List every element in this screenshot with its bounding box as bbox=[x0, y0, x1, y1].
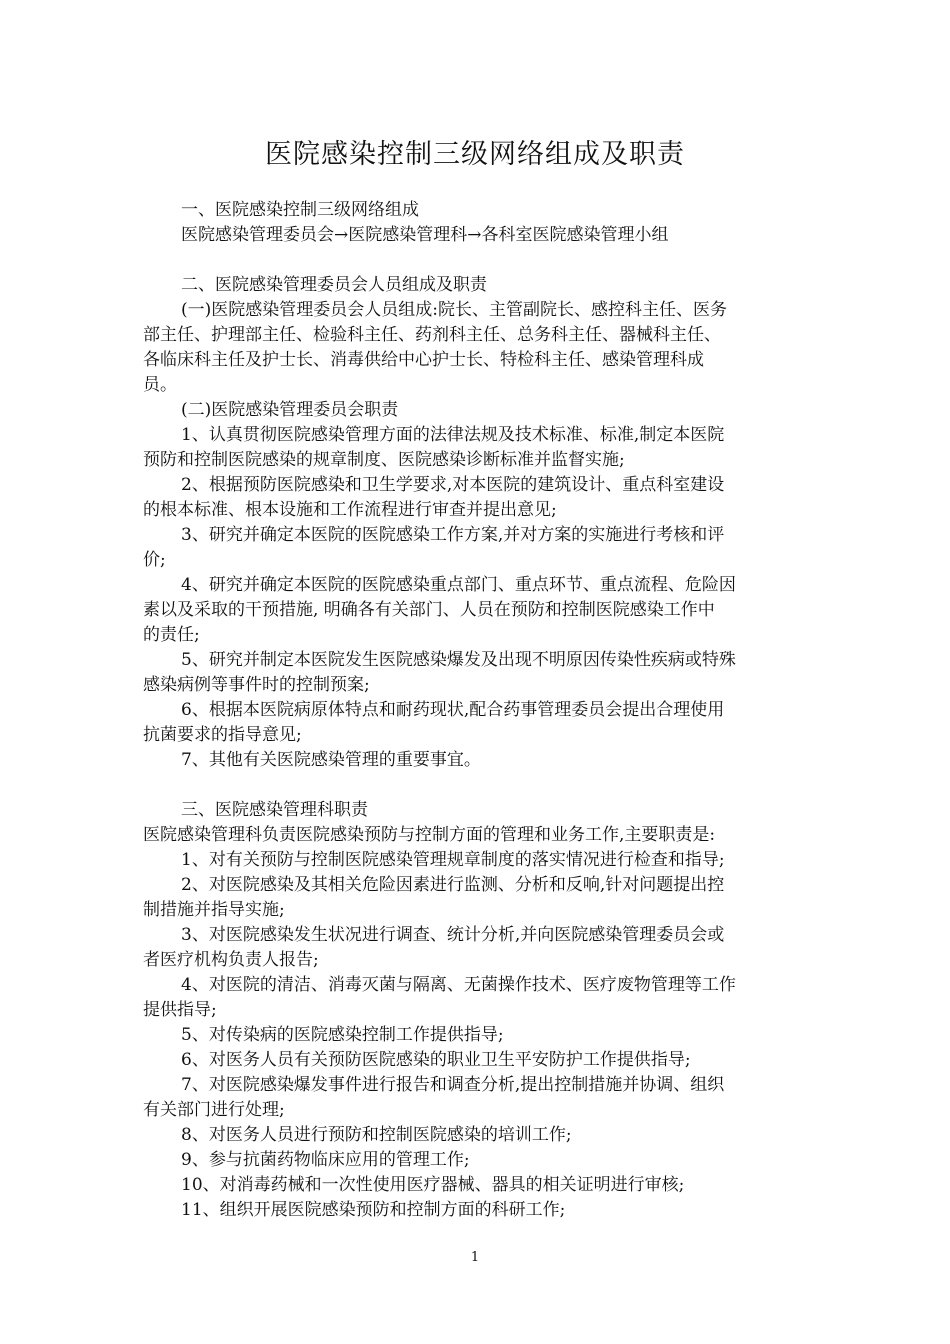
committee-duty-cont: 预防和控制医院感染的规章制度、医院感染诊断标准并监督实施; bbox=[143, 450, 625, 470]
dept-duty: 8、对医务人员进行预防和控制医院感染的培训工作; bbox=[181, 1125, 572, 1145]
dept-duty: 11、组织开展医院感染预防和控制方面的科研工作; bbox=[181, 1200, 566, 1220]
members-line: 部主任、护理部主任、检验科主任、药剂科主任、总务科主任、器械科主任、 bbox=[143, 325, 721, 345]
section-3-intro: 医院感染管理科负责医院感染预防与控制方面的管理和业务工作,主要职责是: bbox=[143, 825, 716, 845]
members-line: 各临床科主任及护士长、消毒供给中心护士长、特检科主任、感染管理科成 bbox=[143, 350, 704, 370]
committee-duty: 6、根据本医院病原体特点和耐药现状,配合药事管理委员会提出合理使用 bbox=[181, 700, 725, 720]
committee-duties-heading: (二)医院感染管理委员会职责 bbox=[181, 400, 399, 420]
page-title: 医院感染控制三级网络组成及职责 bbox=[265, 139, 685, 170]
document-body bbox=[143, 198, 807, 1223]
page-number: 1 bbox=[470, 1250, 480, 1265]
dept-duty: 6、对医务人员有关预防医院感染的职业卫生平安防护工作提供指导; bbox=[181, 1050, 691, 1070]
dept-duty-cont: 有关部门进行处理; bbox=[143, 1100, 285, 1120]
section-3-heading: 三、医院感染管理科职责 bbox=[181, 800, 368, 820]
committee-duty-cont: 的责任; bbox=[143, 625, 200, 645]
committee-duty: 3、研究并确定本医院的医院感染工作方案,并对方案的实施进行考核和评 bbox=[181, 525, 725, 545]
committee-duty-cont: 的根本标准、根本设施和工作流程进行审查并提出意见; bbox=[143, 500, 557, 520]
section-1-heading: 一、医院感染控制三级网络组成 bbox=[181, 200, 419, 220]
network-chain: 医院感染管理委员会→医院感染管理科→各科室医院感染管理小组 bbox=[181, 225, 669, 245]
dept-duty-cont: 提供指导; bbox=[143, 1000, 217, 1020]
dept-duty: 1、对有关预防与控制医院感染管理规章制度的落实情况进行检查和指导; bbox=[181, 850, 725, 870]
spacer bbox=[143, 773, 807, 798]
committee-duty-cont: 价; bbox=[143, 550, 166, 570]
dept-duty: 2、对医院感染及其相关危险因素进行监测、分析和反响,针对问题提出控 bbox=[181, 875, 725, 895]
members-line: 员。 bbox=[143, 375, 177, 395]
members-line: (一)医院感染管理委员会人员组成:院长、主管副院长、感控科主任、医务 bbox=[181, 300, 727, 320]
section-2-heading: 二、医院感染管理委员会人员组成及职责 bbox=[181, 275, 487, 295]
dept-duty-cont: 制措施并指导实施; bbox=[143, 900, 285, 920]
committee-duty: 5、研究并制定本医院发生医院感染爆发及出现不明原因传染性疾病或特殊 bbox=[181, 650, 736, 670]
dept-duty: 7、对医院感染爆发事件进行报告和调查分析,提出控制措施并协调、组织 bbox=[181, 1075, 725, 1095]
spacer bbox=[143, 248, 807, 273]
committee-duty: 4、研究并确定本医院的医院感染重点部门、重点环节、重点流程、危险因 bbox=[181, 575, 736, 595]
committee-duty-cont: 感染病例等事件时的控制预案; bbox=[143, 675, 370, 695]
dept-duty: 4、对医院的清洁、消毒灭菌与隔离、无菌操作技术、医疗废物管理等工作 bbox=[181, 975, 736, 995]
dept-duty: 9、参与抗菌药物临床应用的管理工作; bbox=[181, 1150, 470, 1170]
committee-duty-cont: 素以及采取的干预措施, 明确各有关部门、人员在预防和控制医院感染工作中 bbox=[143, 600, 715, 620]
dept-duty: 5、对传染病的医院感染控制工作提供指导; bbox=[181, 1025, 504, 1045]
committee-duty: 7、其他有关医院感染管理的重要事宜。 bbox=[181, 750, 481, 770]
dept-duty: 3、对医院感染发生状况进行调查、统计分析,并向医院感染管理委员会或 bbox=[181, 925, 725, 945]
committee-duty: 1、认真贯彻医院感染管理方面的法律法规及技术标准、标准,制定本医院 bbox=[181, 425, 725, 445]
dept-duty-cont: 者医疗机构负责人报告; bbox=[143, 950, 319, 970]
dept-duty: 10、对消毒药械和一次性使用医疗器械、器具的相关证明进行审核; bbox=[181, 1175, 685, 1195]
committee-duty: 2、根据预防医院感染和卫生学要求,对本医院的建筑设计、重点科室建设 bbox=[181, 475, 725, 495]
committee-duty-cont: 抗菌要求的指导意见; bbox=[143, 725, 302, 745]
